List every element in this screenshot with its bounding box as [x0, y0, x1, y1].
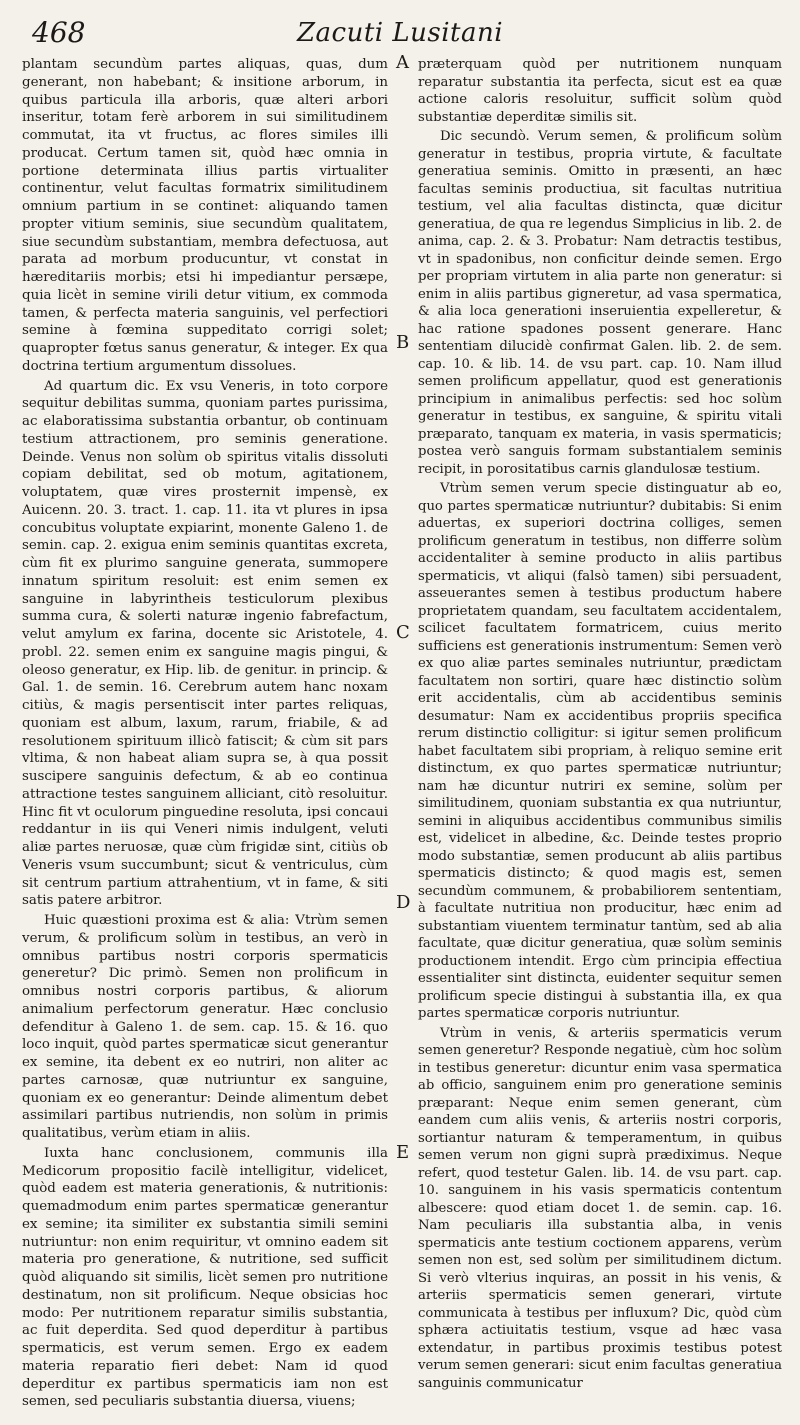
- margin-letter: D: [396, 892, 411, 913]
- right-column: [418, 56, 782, 1416]
- margin-letter: E: [396, 1142, 410, 1163]
- running-title: Zacuti Lusitani: [296, 18, 504, 48]
- page-number: 468: [32, 16, 86, 49]
- margin-letter: A: [396, 52, 409, 73]
- page-header: [20, 8, 780, 54]
- paragraph: Dic secundò. Verum semen, & prolificum solùm generatur in testibus, propria virtute, & facultate generatiua seminis. Omitto in præsenti, an hæc facultas seminis productiua, sit facultas nutritiua testium, vel alia facultas distincta, quæ dicitur generatiua, de qua re legendus Simplicius in lib. 2. de anima, cap. 2. & 3. Probatur: Nam detractis testibus, vt in spadonibus, non conficitur deinde semen. Ergo per propriam virtutem in alia parte non generatur: si enim in aliis partibus gigneretur, ad vasa spermatica, & alia loca generationi inseruientia expelleretur, & hac ratione spadones possent generare. Hanc sententiam dilucidè confirmat Galen. lib. 2. de sem. cap. 10. & lib. 14. de vsu part. cap. 10. Nam illud semen prolificum appellatur, quod est generationis principium in animalibus perfectis: sed hoc solùm generatur in testibus, ex sanguine, & spiritu vitali præparato, tanquam ex materia, in vasis spermaticis; postea verò sanguis formam substantialem seminis recipit, in porositatibus carnis glandulosæ testium.: [418, 129, 782, 477]
- left-column: [22, 56, 388, 1416]
- paragraph: Iuxta hanc conclusionem, communis illa Medicorum propositio facilè intelligitur, videlicet, quòd eadem est materia generationis, & nutritionis: quemadmodum enim partes spermaticæ generantur ex semine; ita similiter ex substantia simili semini nutriuntur: non enim requiritur, vt omnino eadem sit materia pro generatione, & nutritione, sed sufficit quòd aliquando sit similis, licèt semen pro nutritione destinatum, non sit prolificum. Neque obsicias hoc modo: Per nutritionem reparatur similis substantia, ac fuit deperdita. Sed quod deperditur à partibus spermaticis, est verum semen. Ergo ex eadem materia reparatio fieri debet: Nam id quod deperditur ex partibus spermaticis iam non est semen, sed peculiaris substantia diuersa, viuens;: [22, 1145, 388, 1410]
- paragraph: Huic quæstioni proxima est & alia: Vtrùm semen verum, & prolificum solùm in testibus, an verò in omnibus partibus nostri corporis spermaticis generetur? Dic primò. Semen non prolificum in omnibus nostri corporis partibus, & aliorum animalium perfectorum generatur. Hæc conclusio defenditur à Galeno 1. de sem. cap. 15. & 16. quo loco inquit, quòd partes spermaticæ sicut generantur ex semine, ita debent ex eo nutriri, non aliter ac partes carnosæ, quæ nutriuntur ex sanguine, quoniam ex eo generantur: Deinde alimentum debet assimilari partibus nutriendis, non solùm in primis qualitatibus, verùm etiam in aliis.: [22, 913, 388, 1141]
- paragraph: Vtrùm in venis, & arteriis spermaticis verum semen generetur? Responde negatiuè, cùm hoc solùm in testibus generetur: dicuntur enim vasa spermatica ab officio, sanguinem enim pro generatione seminis præparant: Neque enim semen generant, cùm eandem cum aliis venis, & arteriis nostri corporis, sortiantur naturam & temperamentum, in quibus semen verum non gigni suprà prædiximus. Neque refert, quod testetur Galen. lib. 14. de vsu part. cap. 10. sanguinem in his vasis spermaticis contentum albescere: quod etiam docet 1. de semin. cap. 16. Nam peculiaris illa substantia alba, in venis spermaticis ante testium coctionem apparens, verùm semen non est, sed solùm per similitudinem dictum. Si verò vlterius inquiras, an possit in his venis, & arteriis spermaticis semen generari, virtute communicata à testibus per influxum? Dic, quòd cùm sphæra actiuitatis testium, vsque ad hæc vasa extendatur, in partibus proximis testibus potest verum semen generari: sicut enim facultas generatiua sanguinis communicatur: [418, 1025, 782, 1391]
- margin-letter: B: [396, 332, 410, 353]
- paragraph: præterquam quòd per nutritionem nunquam reparatur substantia ita perfecta, sicut est ea quæ actione caloris resoluitur, sufficit solùm quòd substantiæ deperditæ similis sit.: [418, 57, 782, 125]
- paragraph: plantam secundùm partes aliquas, quas, dum generant, non habebant; & insitione arborum, in quibus particula illa arboris, quæ alteri arbori inseritur, totam ferè arborem in sui similitudinem commutat, ita vt fructus, ac flores similes illi producat. Certum tamen sit, quòd hæc omnia in portione determinata illius partis virtualiter continentur, velut facultas formatrix similitudinem omnium partium in se continet: aliquando tamen propter vitium seminis, siue secundùm qualitatem, siue secundùm substantiam, membra defectuosa, aut parata ad morbum producuntur, vt constat in hæreditariis morbis; etsi hi impediantur persæpe, quia licèt in semine virili detur vitium, ex commoda tamen, & perfecta materia sanguinis, vel perfectiori semine à fœmina suppeditato corrigi solet; quapropter fœtus sanus generatur, & integer. Ex qua doctrina tertium argumentum dissolues.: [22, 57, 388, 374]
- paragraph: Vtrùm semen verum specie distinguatur ab eo, quo partes spermaticæ nutriuntur? dubitabis: Si enim aduertas, ex superiori doctrina colliges, semen prolificum generatum in testibus, non differre solùm accidentaliter à semine producto in aliis partibus spermaticis, vt aliqui (falsò tamen) sibi persuadent, asseuerantes semen à testibus productum habere proprietatem quandam, seu facultatem accidentalem, scilicet facultatem formatricem, cuius merito sufficiens est generationis instrumentum: Semen verò ex quo aliæ partes seminales nutriuntur, prædictam facultatem non sortiri, quare hæc distinctio solùm erit accidentalis, cùm ab accidentibus seminis desumatur: Nam ex accidentibus propriis specifica rerum distinctio colligitur: si igitur semen prolificum habet facultatem sibi propriam, à reliquo semine erit distinctum, ex quo partes spermaticæ nutriuntur; nam hæ dicuntur nutriri ex semine, solùm per similitudinem, quoniam substantia ex qua nutriuntur, semini in aliquibus accidentibus communibus similis est, videlicet in albedine, &c. Deinde testes proprio modo substantiæ, semen producunt ab aliis partibus spermaticis distincto; & quod magis est, semen secundùm communem, & probabiliorem sententiam, à facultate nutritiua non producitur, hæc enim ad substantiam viuentem terminatur tantùm, sed ab alia facultate, quæ dicitur generatiua, quæ solùm seminis productionem intendit. Ergo cùm principia effectiua essentialiter sint distincta, euidenter sequitur semen prolificum specie distingui à substantia illa, ex qua partes spermaticæ corporis nutriuntur.: [418, 481, 782, 1021]
- margin-letter: C: [396, 622, 410, 643]
- paragraph: Ad quartum dic. Ex vsu Veneris, in toto corpore sequitur debilitas summa, quoniam partes purissima, ac elaboratissima substantia orbantur, ob continuam testium attractionem, pro seminis generatione. Deinde. Venus non solùm ob spiritus vitalis dissoluti copiam debilitat, sed ob motum, agitationem, voluptatem, quæ vires prosternit impensè, ex Auicenn. 20. 3. tract. 1. cap. 11. ita vt plures in ipsa concubitus voluptate expiarint, monente Galeno 1. de semin. cap. 2. exigua enim seminis quantitas excreta, cùm fit ex plurimo sanguine generata, summopere innatum spiritum resoluit: est enim semen ex sanguine in labyrintheis testiculorum plexibus summa cura, & solerti naturæ ingenio fabrefactum, velut amylum ex farina, docente sic Aristotele, 4. probl. 22. semen enim ex sanguine magis pingui, & oleoso generatur, ex Hip. lib. de genitur. in princip. & Gal. 1. de semin. 16. Cerebrum autem hanc noxam citiùs, & magis persentiscit inter partes reliquas, quoniam est album, laxum, rarum, friabile, & ad resolutionem spirituum illicò fatiscit; & cùm sit pars vltima, & non habeat aliam supra se, à qua possit suscipere sanguinis defectum, & ab eo continua attractione testes sanguinem alliciant, citò resoluitur. Hinc fit vt oculorum pinguedine resoluta, ipsi concaui reddantur in iis qui Veneri nimis indulgent, veluti aliæ partes neruosæ, quæ cùm frigidæ sint, citiùs ob Veneris vsum succumbunt; sicut & ventriculus, cùm sit centrum partium attrahentium, vt in fame, & siti satis patere arbitror.: [22, 378, 388, 909]
